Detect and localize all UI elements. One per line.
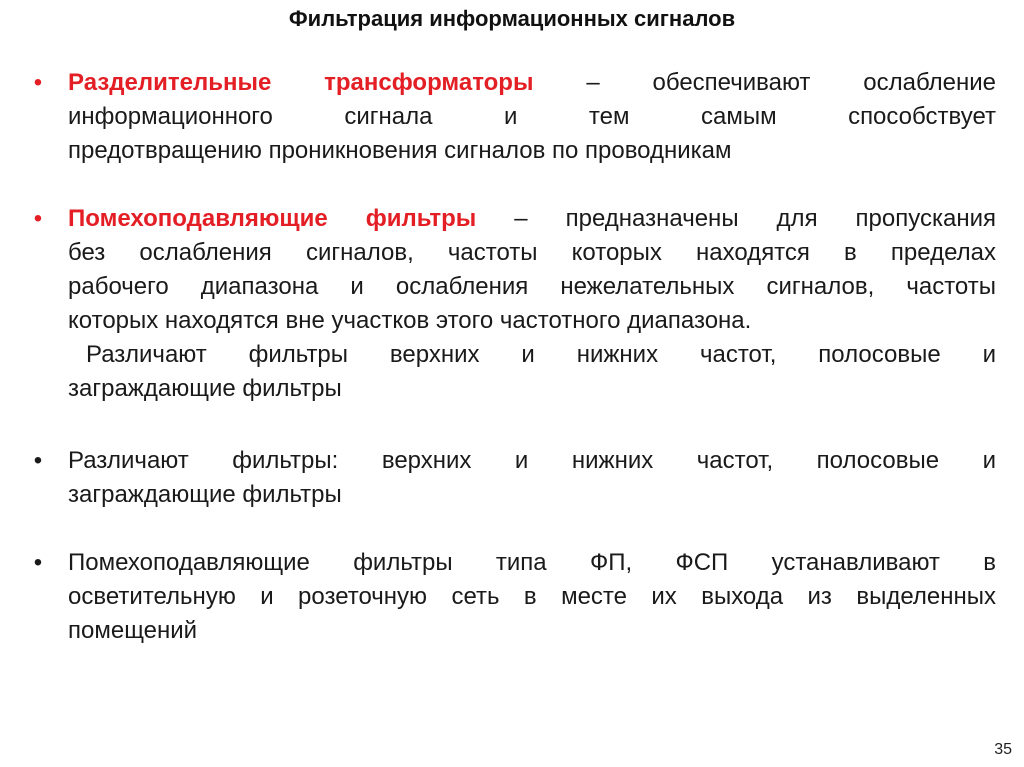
bullet-marker: • bbox=[33, 549, 43, 576]
item-text: предотвращению проникновения сигналов по проводникам bbox=[68, 137, 732, 164]
bullet-item-filters bbox=[33, 202, 997, 406]
page-number: 35 bbox=[994, 741, 1012, 758]
item-text: осветительную и розеточную сеть в месте их выхода из выделенных bbox=[68, 583, 996, 610]
bullet-marker: • bbox=[33, 205, 43, 232]
item-text: информационного сигнала и тем самым способствует bbox=[68, 103, 996, 130]
item-text: Различают фильтры верхних и нижних частот, полосовые и bbox=[86, 341, 996, 368]
item-text: помещений bbox=[68, 617, 198, 644]
bullet-item-filter-types bbox=[33, 444, 996, 512]
slide-title: Фильтрация информационных сигналов bbox=[288, 6, 736, 31]
bullet-marker: • bbox=[33, 69, 43, 96]
item-text: Помехоподавляющие фильтры типа ФП, ФСП устанавливают в bbox=[68, 549, 996, 576]
bullet-item-installation bbox=[33, 546, 996, 648]
item-text: которых находятся вне участков этого частотного диапазона. bbox=[68, 307, 752, 334]
item-text: заграждающие фильтры bbox=[68, 375, 342, 402]
item-text: заграждающие фильтры bbox=[68, 481, 342, 508]
item-text: – обеспечивают ослабление bbox=[533, 69, 996, 96]
term-filters: Помехоподавляющие фильтры bbox=[68, 205, 477, 232]
item-text: рабочего диапазона и ослабления нежелательных сигналов, частоты bbox=[68, 273, 996, 300]
item-text: без ослабления сигналов, частоты которых находятся в пределах bbox=[68, 239, 996, 266]
bullet-marker: • bbox=[33, 447, 43, 474]
term-transformers: Разделительные трансформаторы bbox=[68, 69, 534, 96]
item-text: Различают фильтры: верхних и нижних частот, полосовые и bbox=[68, 447, 996, 474]
bullet-item-transformers bbox=[33, 66, 996, 168]
item-text: – предназначены для пропускания bbox=[476, 205, 997, 232]
